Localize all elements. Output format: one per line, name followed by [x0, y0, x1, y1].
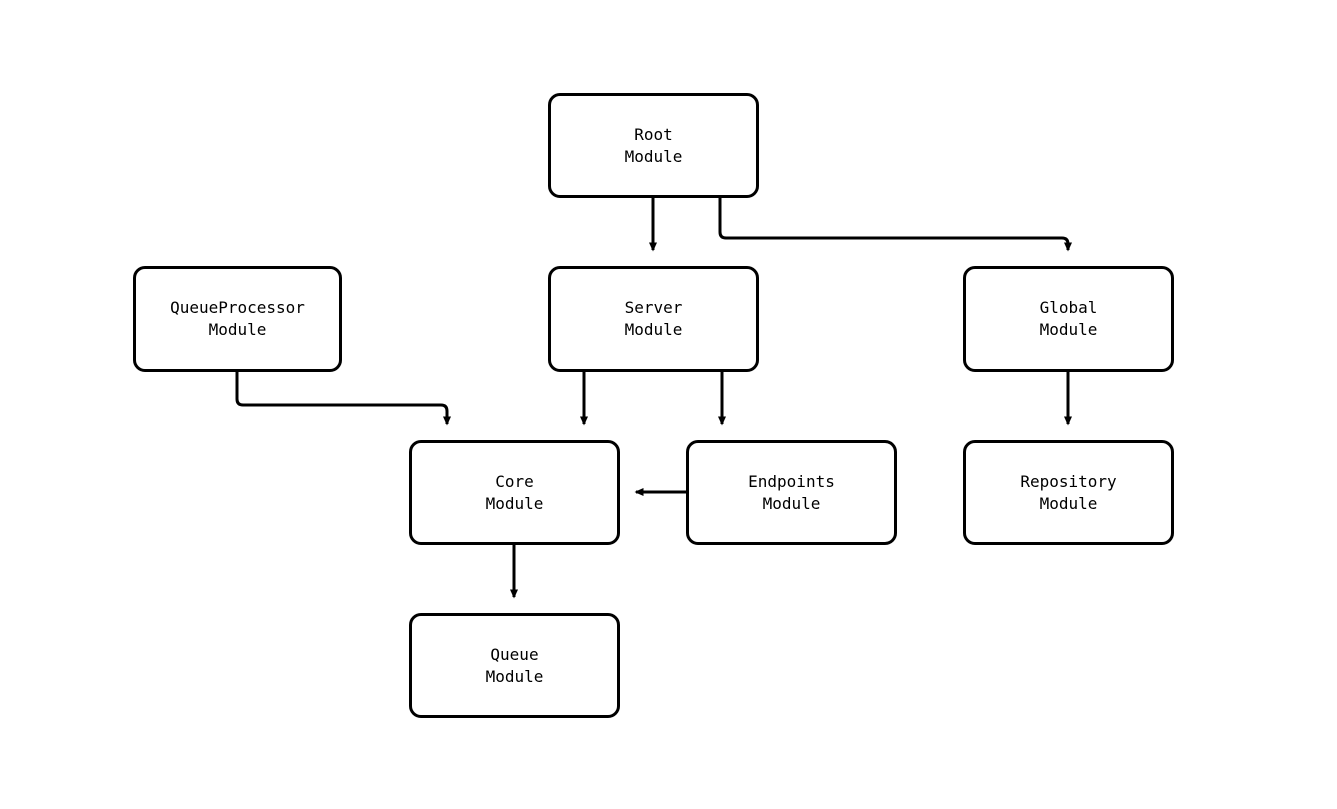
- node-global-module-label-line2: Module: [1039, 320, 1098, 339]
- edge-root-global: [720, 198, 1068, 250]
- node-server-module-label-line1: Server: [624, 298, 683, 317]
- node-global-module-label-line1: Global: [1039, 298, 1098, 317]
- node-repository-module-label-line1: Repository: [1020, 471, 1117, 491]
- node-queueprocessor-module-label-line2: Module: [208, 320, 267, 339]
- node-core-module-label-line2: Module: [485, 493, 544, 513]
- node-repository-module[interactable]: [963, 440, 1174, 545]
- node-root-module[interactable]: [548, 93, 759, 198]
- node-endpoints-module-label-line2: Module: [762, 493, 821, 513]
- node-queueprocessor-module-label-line1: QueueProcessor: [170, 298, 305, 317]
- node-core-module[interactable]: [409, 440, 620, 545]
- edge-queueprocessor-core: [237, 372, 447, 424]
- node-root-module-label-line2: Module: [624, 146, 683, 166]
- node-queue-module-label-line2: Module: [485, 666, 544, 686]
- node-endpoints-module-label-line1: Endpoints: [748, 471, 835, 491]
- node-queue-module-label-line1: Queue: [490, 644, 539, 664]
- node-global-module[interactable]: [963, 266, 1174, 372]
- node-repository-module-label-line2: Module: [1039, 493, 1098, 513]
- node-queueprocessor-module[interactable]: [133, 266, 342, 372]
- node-core-module-label-line1: Core: [495, 471, 534, 491]
- node-server-module[interactable]: [548, 266, 759, 372]
- node-server-module-label-line2: Module: [624, 320, 683, 339]
- node-queue-module[interactable]: [409, 613, 620, 718]
- node-endpoints-module[interactable]: [686, 440, 897, 545]
- node-root-module-label-line1: Root: [634, 124, 673, 144]
